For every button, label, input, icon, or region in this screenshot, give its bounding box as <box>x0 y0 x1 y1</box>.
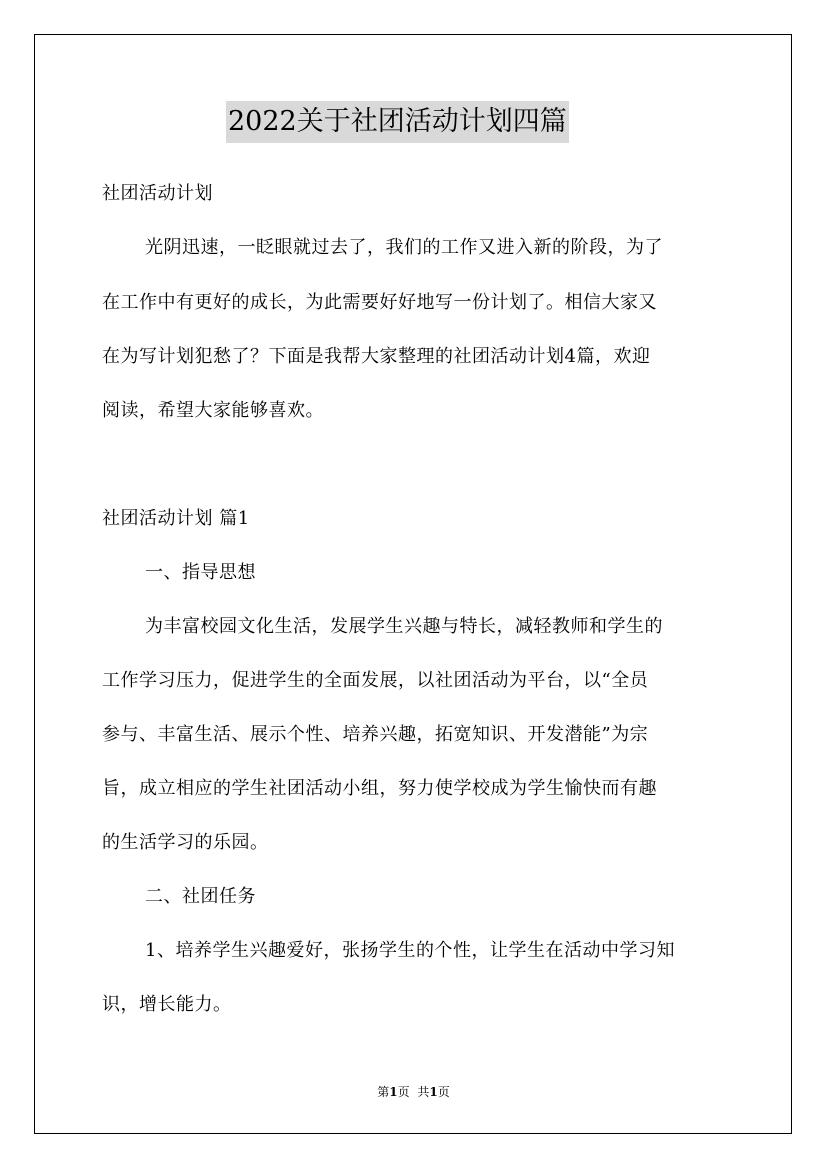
footer-page-prefix: 第 <box>377 1085 390 1099</box>
section-heading: 社团活动计划 篇1 <box>102 508 250 529</box>
paragraph-line: 工作学习压力，促进学生的全面发展，以社团活动为平台，以“全员 <box>102 670 649 691</box>
paragraph-line: 参与、丰富生活、展示个性、培养兴趣，拓宽知识、开发潜能”为宗 <box>102 724 649 745</box>
footer-total-prefix: 共 <box>417 1085 430 1099</box>
paragraph-line: 1、培养学生兴趣爱好，张扬学生的个性，让学生在活动中学习知 <box>145 940 675 961</box>
paragraph-line: 在为写计划犯愁了？下面是我帮大家整理的社团活动计划4篇，欢迎 <box>102 346 651 367</box>
paragraph-line: 在工作中有更好的成长，为此需要好好地写一份计划了。相信大家又 <box>102 292 657 313</box>
paragraph-line: 识，增长能力。 <box>102 994 232 1015</box>
subheading: 一、指导思想 <box>145 562 256 583</box>
footer-page-number: 1 <box>389 1085 398 1099</box>
paragraph-line: 为丰富校园文化生活，发展学生兴趣与特长，减轻教师和学生的 <box>145 616 663 637</box>
document-title: 2022关于社团活动计划四篇 <box>226 101 569 143</box>
paragraph-line: 的生活学习的乐园。 <box>102 832 269 853</box>
footer-total-suffix: 页 <box>437 1085 450 1099</box>
paragraph-line: 阅读，希望大家能够喜欢。 <box>102 400 324 421</box>
paragraph-line: 旨，成立相应的学生社团活动小组，努力使学校成为学生愉快而有趣 <box>102 778 657 799</box>
page-footer <box>0 1084 827 1100</box>
paragraph-line: 光阴迅速，一眨眼就过去了，我们的工作又进入新的阶段，为了 <box>145 237 663 258</box>
subheading: 二、社团任务 <box>145 886 256 907</box>
footer-page-suffix: 页 <box>397 1085 410 1099</box>
section-heading: 社团活动计划 <box>102 183 213 204</box>
footer-total-pages: 1 <box>429 1085 438 1099</box>
